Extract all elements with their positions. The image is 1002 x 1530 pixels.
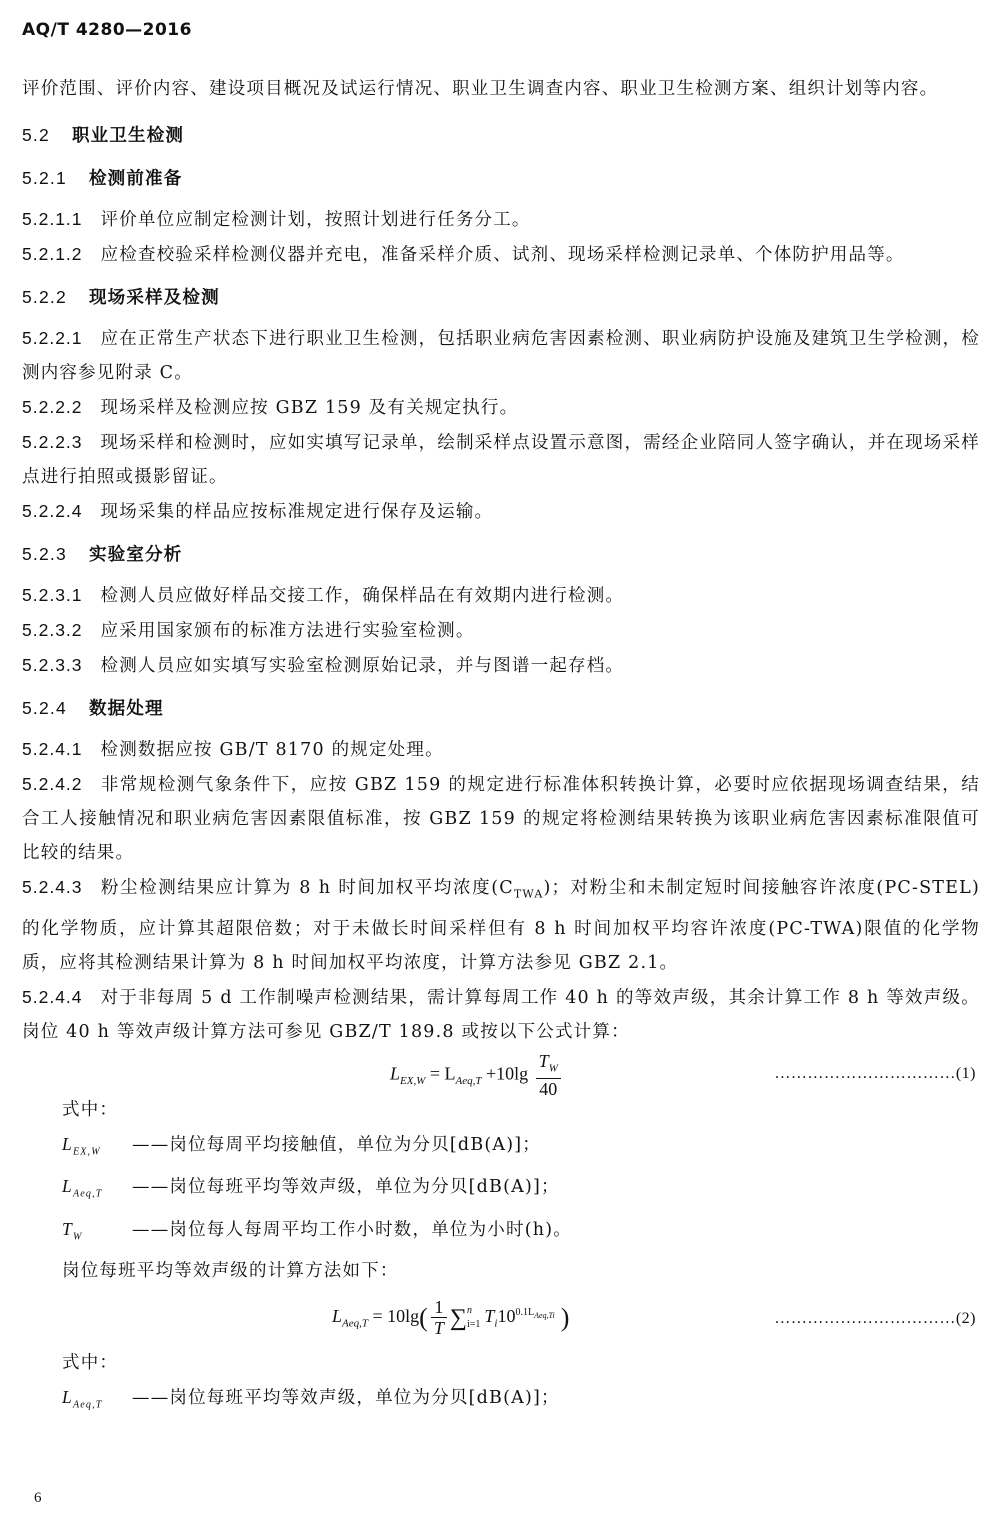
twa-subscript: TWA (513, 887, 544, 901)
clause-number: 5.2.2.2 (22, 397, 83, 417)
definition-laeqt: $L_{Aeq,T}$ ——岗位每班平均等效声级，单位为分贝[dB(A)]； (62, 1176, 560, 1200)
section-number: 5.2.1 (22, 168, 67, 188)
clause-5-2-3-1 (22, 578, 980, 613)
clause-text: 粉尘检测结果应计算为 8 h 时间加权平均浓度(C (100, 878, 514, 898)
clause-number: 5.2.1.2 (22, 244, 83, 264)
page-content (22, 72, 980, 1423)
clause-text: 应采用国家颁布的标准方法进行实验室检测。 (100, 621, 475, 641)
intro-paragraph: 评价范围、评价内容、建设项目概况及试运行情况、职业卫生调查内容、职业卫生检测方案、组织计划等内容。 (22, 79, 939, 99)
clause-text-continued: )；对粉尘和未制定短时间接触容许浓度(PC-STEL)的化学物质，应计算其超限倍数；对于未做长时间采样但有 8 h 时间加权平均容许浓度(PC-TWA)限值的化学物质，应将其检测结果计算为 8 h 时间加权平均浓度，计算方法参见 GBZ 2.1。 (22, 878, 981, 973)
clause-text: 应检查校验采样检测仪器并充电，准备采样介质、试剂、现场采样检测记录单、个体防护用品等。 (100, 245, 905, 265)
clause-5-2-2-4 (22, 494, 980, 529)
clause-5-2-2-1 (22, 321, 980, 390)
clause-text: 检测数据应按 GB/T 8170 的规定处理。 (100, 740, 444, 760)
equation-1-number: ……………………………(1) (774, 1064, 976, 1082)
clause-text: 检测人员应做好样品交接工作，确保样品在有效期内进行检测。 (100, 586, 625, 606)
clause-number: 5.2.4.2 (22, 774, 83, 794)
clause-number: 5.2.4.4 (22, 986, 83, 1007)
equation-2-expression: $L_{Aeq,T} = 10\lg$( $\frac{1}{T}$ ∑ n i=1 $T_i10^{0.1L_{Aeq,Ti}}$ ) (332, 1297, 570, 1339)
fraction-tw-over-40: $\frac{T_W}{40}$ (536, 1051, 561, 1100)
clause-number: 5.2.4.3 (22, 877, 83, 897)
clause-text: 应在正常生产状态下进行职业卫生检测，包括职业病危害因素检测、职业病防护设施及建筑卫生学检测，检测内容参见附录 C。 (22, 329, 980, 383)
clause-5-2-4-2 (22, 767, 980, 870)
section-5-2-1 (22, 161, 980, 196)
clause-number: 5.2.1.1 (22, 209, 83, 229)
clause-5-2-4-1 (22, 732, 980, 767)
section-title: 数据处理 (88, 699, 164, 719)
clause-text: 现场采样及检测应按 GBZ 159 及有关规定执行。 (100, 398, 519, 418)
equation-1 (22, 1049, 980, 1100)
section-5-2 (22, 118, 980, 153)
clause-5-2-4-4 (22, 980, 980, 1049)
section-number: 5.2.3 (22, 544, 67, 564)
clause-number: 5.2.3.2 (22, 620, 83, 640)
clause-number: 5.2.2.3 (22, 432, 83, 452)
section-5-2-3 (22, 537, 980, 572)
clause-text: 检测人员应如实填写实验室检测原始记录，并与图谱一起存档。 (100, 656, 625, 676)
clause-number: 5.2.3.1 (22, 585, 83, 605)
section-number: 5.2 (22, 125, 50, 145)
section-5-2-2 (22, 280, 980, 315)
equation-2 (22, 1288, 980, 1346)
clause-5-2-2-2 (22, 390, 980, 425)
definition-tw: $T_W$ ——岗位每人每周平均工作小时数，单位为小时(h)。 (62, 1218, 572, 1242)
equation-1-expression: $L_{EX,W} = L_{Aeq,T} +10\lg$ $\frac{T_W}{40}$ (390, 1051, 564, 1100)
section-title: 检测前准备 (88, 169, 183, 189)
clause-number: 5.2.3.3 (22, 655, 83, 675)
definition-lexw: $L_{EX,W}$ ——岗位每周平均接触值，单位为分贝[dB(A)]； (62, 1133, 542, 1157)
equation-2-intro: 岗位每班平均等效声级的计算方法如下： (62, 1261, 399, 1281)
section-title: 职业卫生检测 (71, 126, 185, 146)
where-label-2: 式中： (62, 1353, 119, 1373)
equation-2-number: ……………………………(2) (774, 1310, 976, 1327)
clause-number: 5.2.2.4 (22, 501, 83, 521)
clause-5-2-3-2 (22, 613, 980, 648)
clause-text: 现场采集的样品应按标准规定进行保存及运输。 (100, 502, 494, 522)
standard-number: AQ/T 4280—2016 (22, 20, 192, 40)
clause-text: 非常规检测气象条件下，应按 GBZ 159 的规定进行标准体积转换计算，必要时应依据现场调查结果，结合工人接触情况和职业病危害因素限值标准，按 GBZ 159 的规定将检测结果转换为该职业病危害因素标准限值可比较的结果。 (22, 775, 980, 863)
section-5-2-4 (22, 691, 980, 726)
section-title: 现场采样及检测 (88, 288, 220, 308)
section-number: 5.2.4 (22, 698, 67, 718)
section-title: 实验室分析 (88, 545, 183, 565)
clause-number: 5.2.4.1 (22, 739, 83, 759)
clause-5-2-3-3 (22, 648, 980, 683)
definition-laeqt-2: $L_{Aeq,T}$ ——岗位每班平均等效声级，单位为分贝[dB(A)]； (62, 1387, 560, 1411)
clause-5-2-1-2 (22, 237, 980, 272)
clause-text: 评价单位应制定检测计划，按照计划进行任务分工。 (100, 210, 531, 230)
section-number: 5.2.2 (22, 287, 67, 307)
clause-5-2-4-3 (22, 870, 980, 980)
page-number: 6 (34, 1490, 42, 1506)
clause-text: 现场采样和检测时，应如实填写记录单，绘制采样点设置示意图，需经企业陪同人签字确认，并在现场采样点进行拍照或摄影留证。 (22, 433, 980, 487)
clause-number: 5.2.2.1 (22, 328, 83, 348)
clause-5-2-1-1 (22, 202, 980, 237)
clause-text: 对于非每周 5 d 工作制噪声检测结果，需计算每周工作 40 h 的等效声级，其余计算工作 8 h 等效声级。岗位 40 h 等效声级计算方法可参见 GBZ/T 189.8 或按以下公式计算： (22, 987, 980, 1042)
where-label-1: 式中： (62, 1099, 119, 1120)
clause-5-2-2-3 (22, 425, 980, 494)
